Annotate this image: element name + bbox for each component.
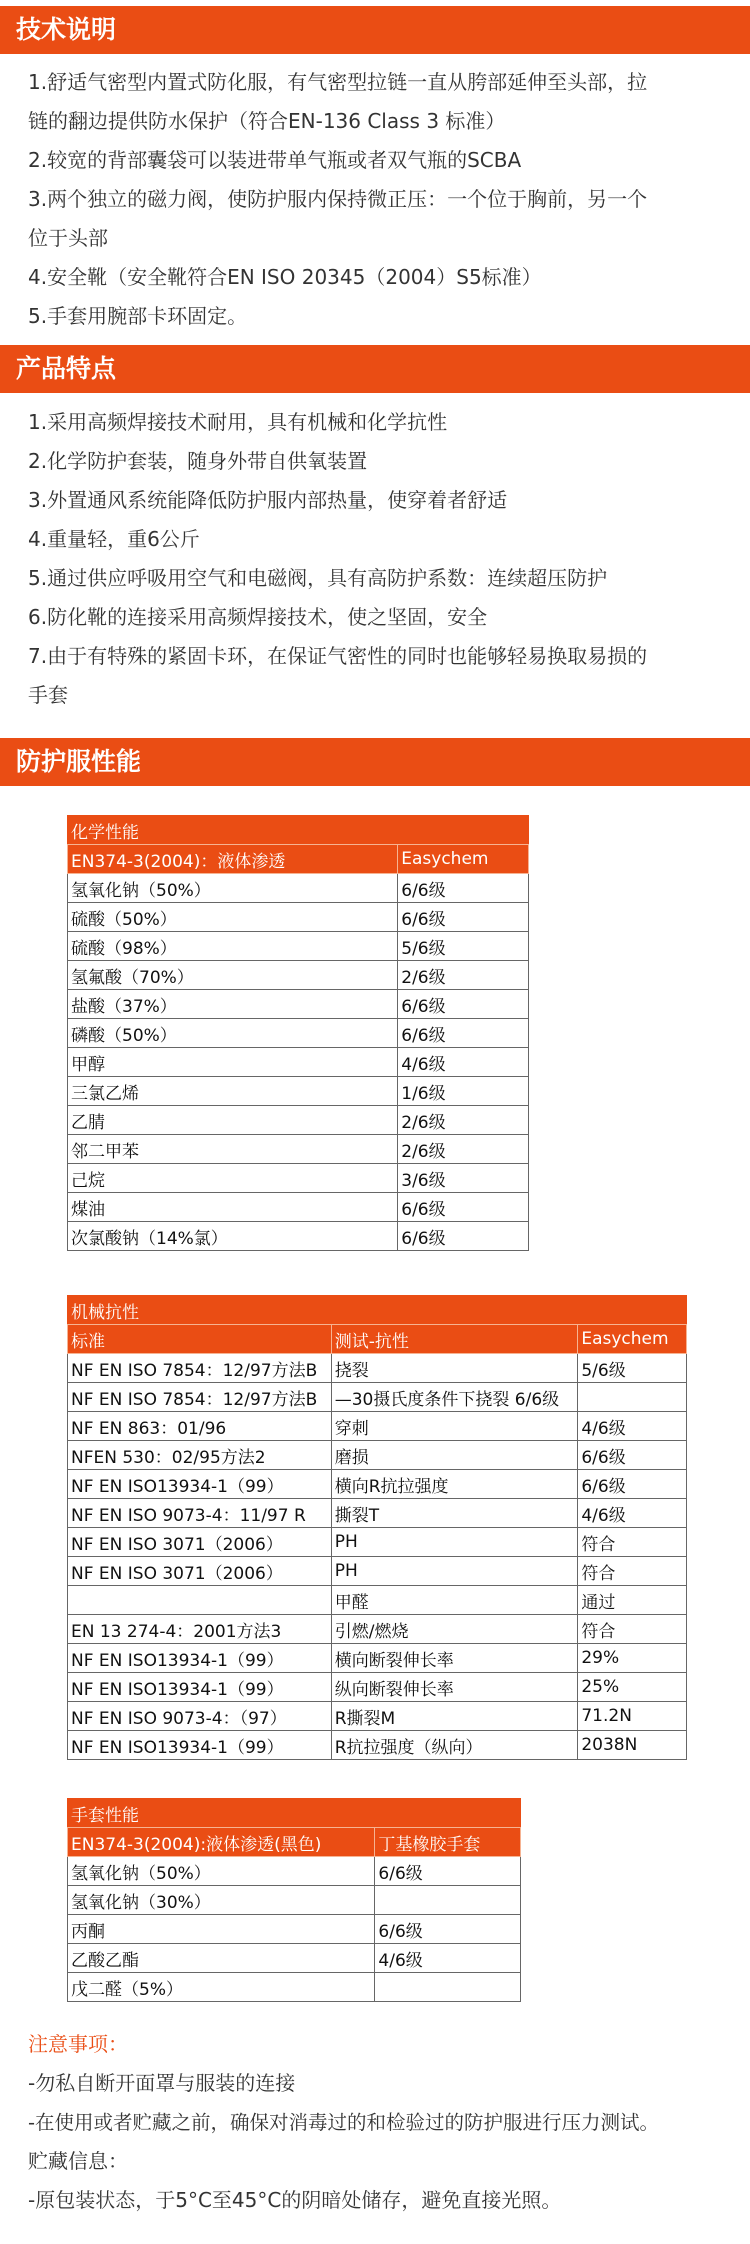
table-cell: NF EN ISO13934-1（99） — [68, 1673, 332, 1702]
table-row — [68, 1586, 687, 1615]
table-cell: 4/6级 — [398, 1048, 529, 1077]
table-cell: NF EN ISO 9073-4：11/97 R — [68, 1499, 332, 1528]
table-cell: 磷酸（50%） — [68, 1019, 398, 1048]
table-row — [68, 1944, 521, 1973]
table-caption: 手套性能 — [68, 1799, 521, 1828]
chem-table — [67, 815, 529, 1251]
table-cell: 3/6级 — [398, 1164, 529, 1193]
table-cell: 2038N — [578, 1731, 687, 1760]
table-row — [68, 1702, 687, 1731]
table-cell: 纵向断裂伸长率 — [331, 1673, 578, 1702]
table-cell: PH — [331, 1528, 578, 1557]
table-row — [68, 1222, 529, 1251]
table-row — [68, 1019, 529, 1048]
section-title-tech: 技术说明 — [0, 6, 750, 54]
table-row — [68, 1528, 687, 1557]
table-cell: 6/6级 — [375, 1857, 521, 1886]
table-row — [68, 1557, 687, 1586]
tech-line: 链的翻边提供防水保护（符合EN-136 Class 3 标准） — [28, 109, 506, 133]
table-cell: NF EN ISO 3071（2006） — [68, 1528, 332, 1557]
table-row — [68, 1193, 529, 1222]
table-cell: 己烷 — [68, 1164, 398, 1193]
table-cell: 2/6级 — [398, 1106, 529, 1135]
table-cell: 横向R抗拉强度 — [331, 1470, 578, 1499]
column-header: Easychem — [398, 845, 529, 874]
table-cell: 71.2N — [578, 1702, 687, 1731]
column-header: 丁基橡胶手套 — [375, 1828, 521, 1857]
table-cell: 2/6级 — [398, 1135, 529, 1164]
column-header: 测试-抗性 — [331, 1325, 578, 1354]
table-cell: NF EN ISO13934-1（99） — [68, 1470, 332, 1499]
table-cell — [578, 1383, 687, 1412]
table-row — [68, 1731, 687, 1760]
table-row — [68, 1470, 687, 1499]
table-cell: 乙腈 — [68, 1106, 398, 1135]
table-cell: 盐酸（37%） — [68, 990, 398, 1019]
table-cell: 甲醛 — [331, 1586, 578, 1615]
table-cell: NF EN ISO 3071（2006） — [68, 1557, 332, 1586]
table-row — [68, 1383, 687, 1412]
table-row — [68, 903, 529, 932]
notes-heading: 注意事项： — [28, 2032, 128, 2056]
storage-heading: 贮藏信息： — [28, 2149, 128, 2173]
table-cell: 硫酸（98%） — [68, 932, 398, 961]
table-cell: 29% — [578, 1644, 687, 1673]
table-cell: EN 13 274-4：2001方法3 — [68, 1615, 332, 1644]
table-row — [68, 874, 529, 903]
table-cell: NF EN 863：01/96 — [68, 1412, 332, 1441]
table-cell: 符合 — [578, 1528, 687, 1557]
table-cell: NF EN ISO 7854：12/97方法B — [68, 1383, 332, 1412]
tech-line: 3.两个独立的磁力阀，使防护服内保持微正压：一个位于胸前，另一个 — [28, 187, 648, 211]
table-cell: 4/6级 — [375, 1944, 521, 1973]
table-cell: 煤油 — [68, 1193, 398, 1222]
table-row — [68, 1164, 529, 1193]
column-header: EN374-3(2004):液体渗透(黑色) — [68, 1828, 375, 1857]
table-row — [68, 1915, 521, 1944]
note-item: -勿私自断开面罩与服装的连接 — [28, 2071, 296, 2095]
tech-line: 位于头部 — [28, 226, 108, 250]
table-cell: 横向断裂伸长率 — [331, 1644, 578, 1673]
table-cell: 次氯酸钠（14%氯） — [68, 1222, 398, 1251]
table-cell: NF EN ISO13934-1（99） — [68, 1731, 332, 1760]
table-cell: 4/6级 — [578, 1499, 687, 1528]
table-cell: 乙酸乙酯 — [68, 1944, 375, 1973]
tech-description — [28, 63, 728, 336]
features-list — [28, 403, 728, 715]
table-cell: R抗拉强度（纵向） — [331, 1731, 578, 1760]
feature-line: 4.重量轻，重6公斤 — [28, 527, 200, 551]
table-row — [68, 1106, 529, 1135]
table-row — [68, 1499, 687, 1528]
table-row — [68, 1857, 521, 1886]
table-caption: 机械抗性 — [68, 1296, 687, 1325]
table-cell: 1/6级 — [398, 1077, 529, 1106]
feature-line: 手套 — [28, 683, 68, 707]
column-header: 标准 — [68, 1325, 332, 1354]
table-cell: 硫酸（50%） — [68, 903, 398, 932]
table-row — [68, 1973, 521, 2002]
table-cell: 2/6级 — [398, 961, 529, 990]
table-cell: NF EN ISO 7854：12/97方法B — [68, 1354, 332, 1383]
table-cell: 6/6级 — [398, 874, 529, 903]
table-cell: 丙酮 — [68, 1915, 375, 1944]
section-title-performance: 防护服性能 — [0, 738, 750, 786]
feature-line: 2.化学防护套装，随身外带自供氧装置 — [28, 449, 368, 473]
column-header: Easychem — [578, 1325, 687, 1354]
table-cell: 三氯乙烯 — [68, 1077, 398, 1106]
tech-line: 1.舒适气密型内置式防化服，有气密型拉链一直从胯部延伸至头部，拉 — [28, 70, 648, 94]
table-row — [68, 1615, 687, 1644]
table-cell — [375, 1973, 521, 2002]
table-cell: PH — [331, 1557, 578, 1586]
table-cell: 符合 — [578, 1615, 687, 1644]
table-row — [68, 1412, 687, 1441]
feature-line: 7.由于有特殊的紧固卡环，在保证气密性的同时也能够轻易换取易损的 — [28, 644, 648, 668]
table-cell: 符合 — [578, 1557, 687, 1586]
table-cell: 氢氟酸（70%） — [68, 961, 398, 990]
table-cell: 邻二甲苯 — [68, 1135, 398, 1164]
table-row — [68, 1048, 529, 1077]
table-cell: R撕裂M — [331, 1702, 578, 1731]
table-cell: 6/6级 — [578, 1470, 687, 1499]
table-cell: 6/6级 — [398, 990, 529, 1019]
table-cell: 穿刺 — [331, 1412, 578, 1441]
feature-line: 1.采用高频焊接技术耐用，具有机械和化学抗性 — [28, 410, 448, 434]
feature-line: 3.外置通风系统能降低防护服内部热量，使穿着者舒适 — [28, 488, 508, 512]
section-title-features: 产品特点 — [0, 345, 750, 393]
table-cell: 6/6级 — [375, 1915, 521, 1944]
column-header: EN374-3(2004)：液体渗透 — [68, 845, 398, 874]
table-cell: 5/6级 — [398, 932, 529, 961]
table-cell: 氢氧化钠（50%） — [68, 874, 398, 903]
feature-line: 6.防化靴的连接采用高频焊接技术，使之坚固，安全 — [28, 605, 488, 629]
table-cell: 撕裂T — [331, 1499, 578, 1528]
table-row — [68, 1077, 529, 1106]
storage-item: -原包装状态，于5°C至45°C的阴暗处储存，避免直接光照。 — [28, 2188, 562, 2212]
table-row — [68, 1441, 687, 1470]
table-row — [68, 1644, 687, 1673]
table-cell: 磨损 — [331, 1441, 578, 1470]
table-cell: 戊二醛（5%） — [68, 1973, 375, 2002]
tech-line: 4.安全靴（安全靴符合EN ISO 20345（2004）S5标准） — [28, 265, 542, 289]
feature-line: 5.通过供应呼吸用空气和电磁阀，具有高防护系数：连续超压防护 — [28, 566, 608, 590]
table-row — [68, 990, 529, 1019]
table-cell: 4/6级 — [578, 1412, 687, 1441]
table-cell: 甲醇 — [68, 1048, 398, 1077]
table-row — [68, 1354, 687, 1383]
table-cell: 氢氧化钠（50%） — [68, 1857, 375, 1886]
table-row — [68, 1135, 529, 1164]
table-cell: 5/6级 — [578, 1354, 687, 1383]
notes-section — [28, 2025, 738, 2220]
table-row — [68, 961, 529, 990]
table-row — [68, 932, 529, 961]
glove-table — [67, 1798, 521, 2002]
table-row — [68, 1673, 687, 1702]
table-cell — [68, 1586, 332, 1615]
note-item: -在使用或者贮藏之前，确保对消毒过的和检验过的防护服进行压力测试。 — [28, 2111, 660, 2134]
table-row — [68, 1886, 521, 1915]
table-cell: NFEN 530：02/95方法2 — [68, 1441, 332, 1470]
table-cell: 6/6级 — [398, 903, 529, 932]
table-cell: NF EN ISO 9073-4：（97） — [68, 1702, 332, 1731]
mech-table — [67, 1295, 687, 1760]
table-cell: NF EN ISO13934-1（99） — [68, 1644, 332, 1673]
table-cell: 氢氧化钠（30%） — [68, 1886, 375, 1915]
table-cell: —30摄氏度条件下挠裂 6/6级 — [331, 1383, 578, 1412]
table-cell: 6/6级 — [578, 1441, 687, 1470]
table-cell: 6/6级 — [398, 1222, 529, 1251]
table-cell: 挠裂 — [331, 1354, 578, 1383]
table-cell: 引燃/燃烧 — [331, 1615, 578, 1644]
table-cell: 通过 — [578, 1586, 687, 1615]
table-cell: 6/6级 — [398, 1019, 529, 1048]
tech-line: 5.手套用腕部卡环固定。 — [28, 304, 248, 328]
table-cell: 25% — [578, 1673, 687, 1702]
table-caption: 化学性能 — [68, 816, 529, 845]
table-cell: 6/6级 — [398, 1193, 529, 1222]
tech-line: 2.较宽的背部囊袋可以装进带单气瓶或者双气瓶的SCBA — [28, 148, 522, 172]
table-cell — [375, 1886, 521, 1915]
